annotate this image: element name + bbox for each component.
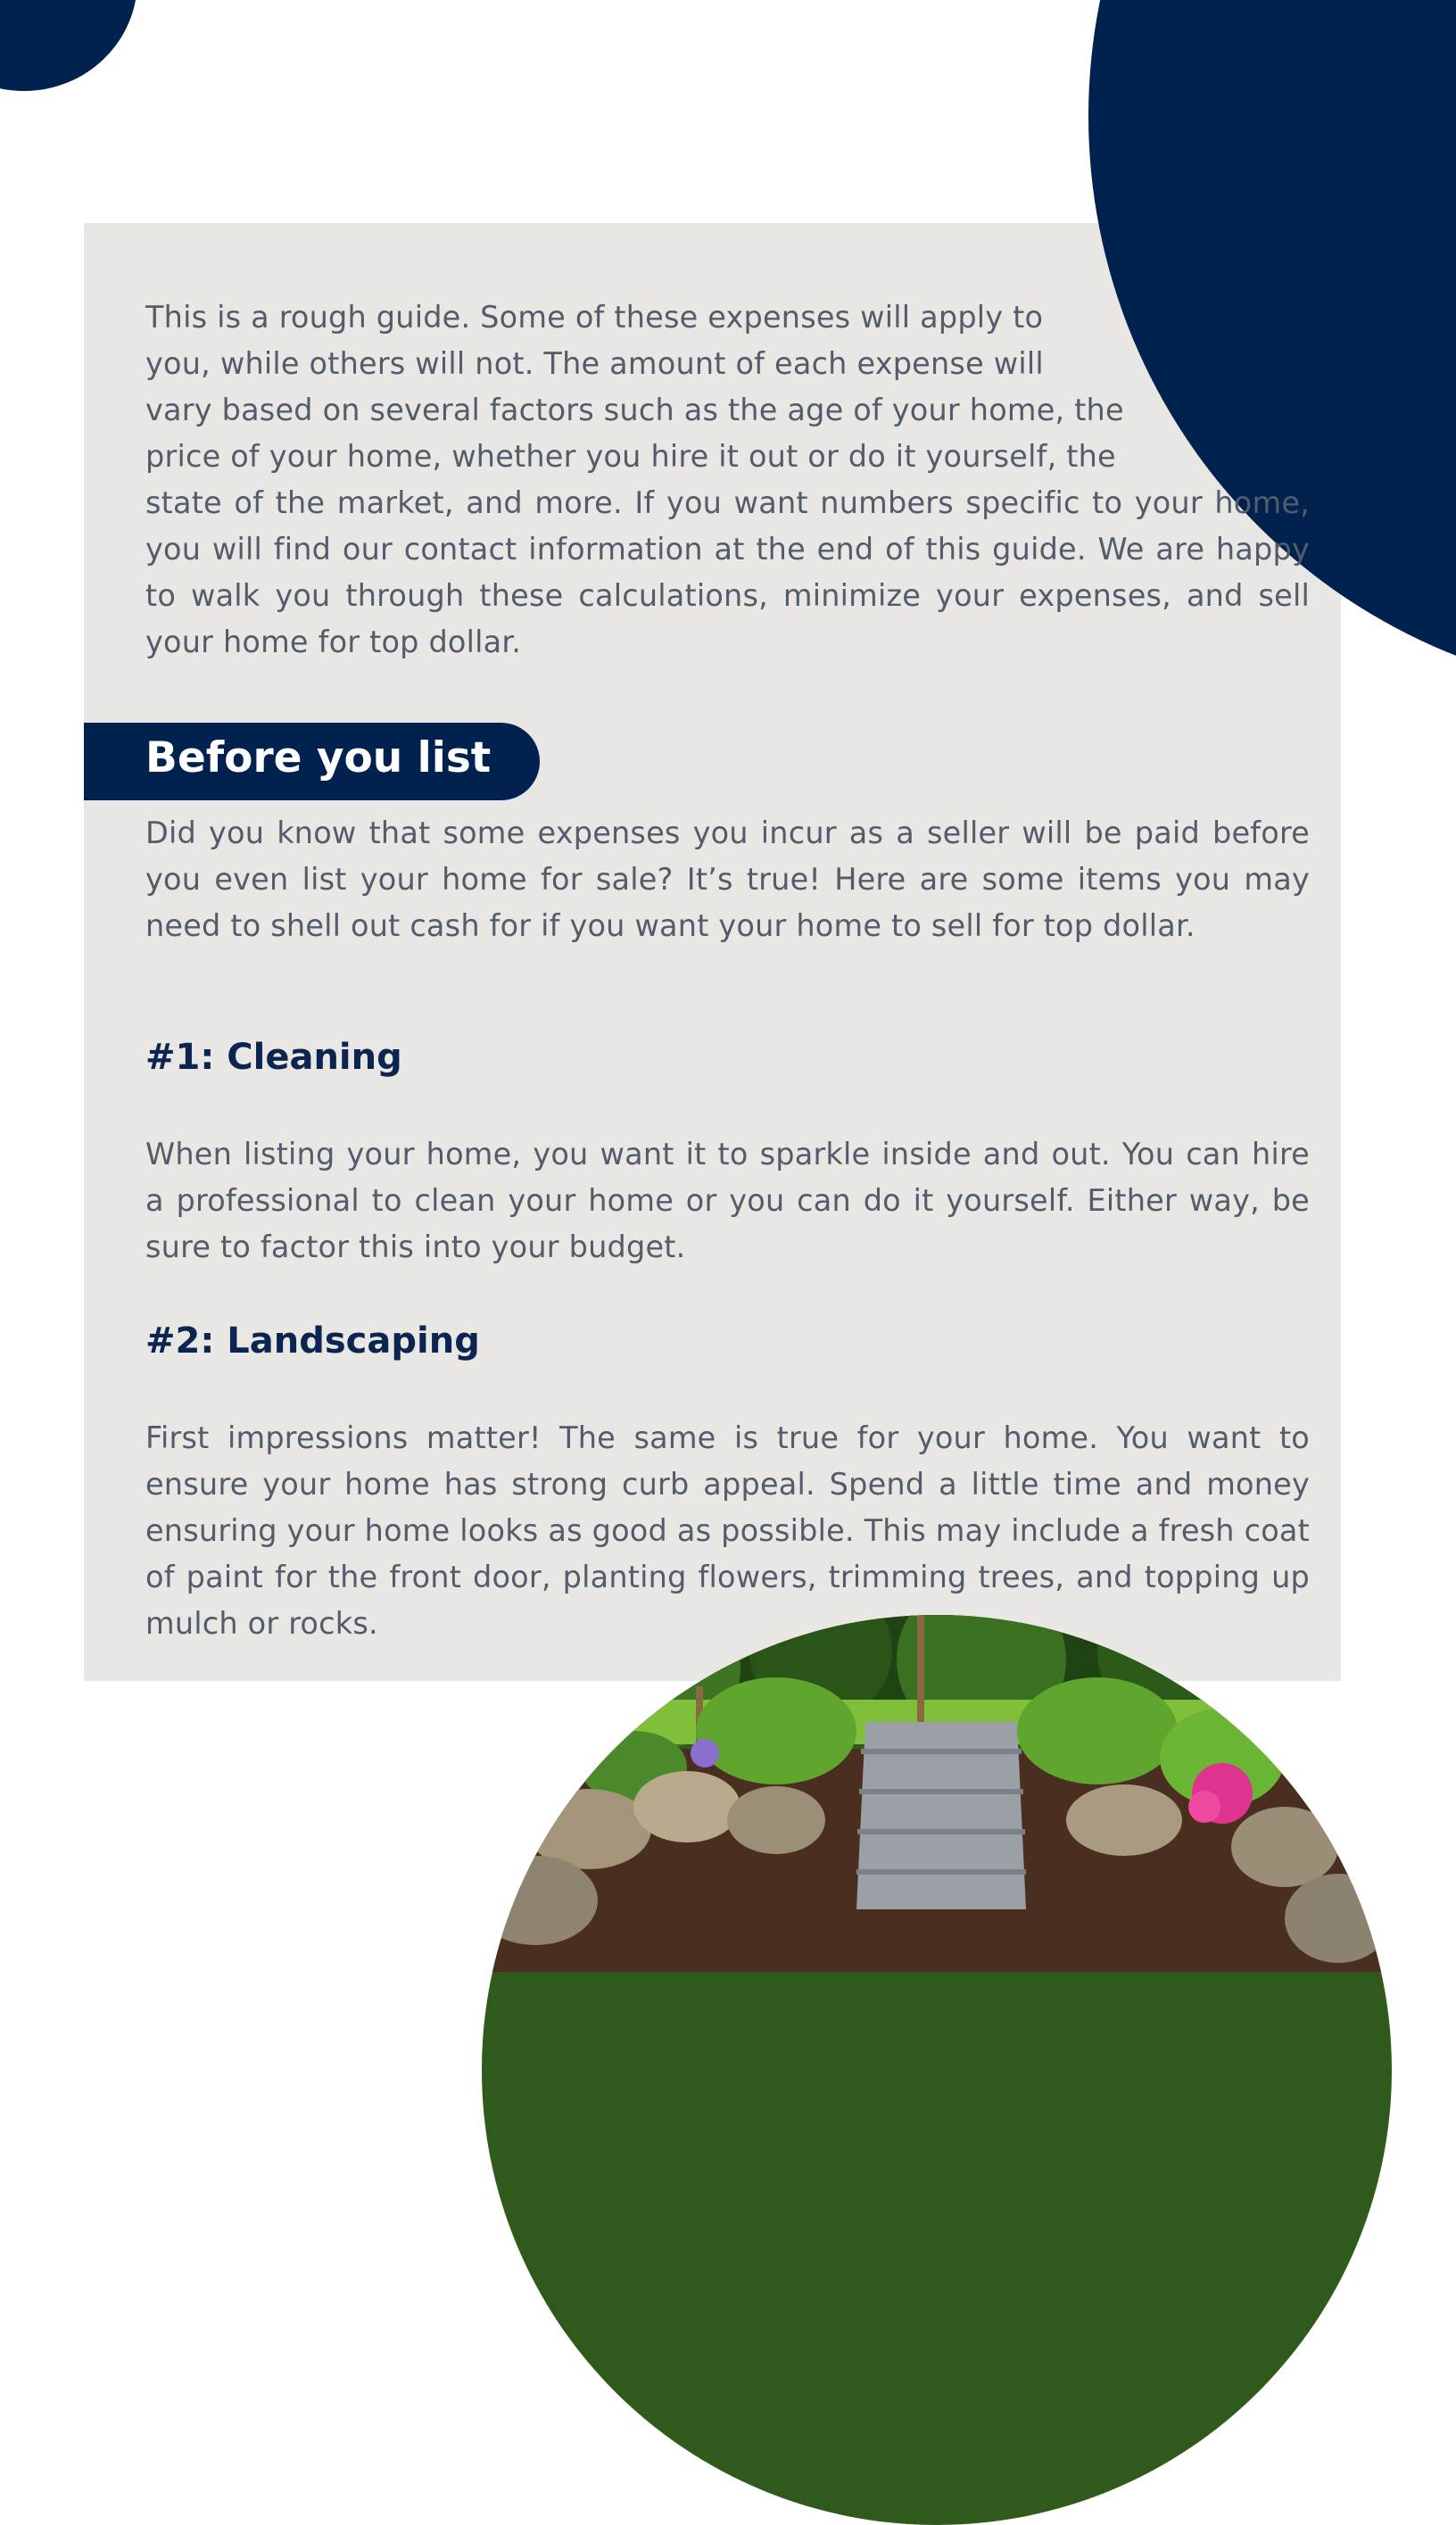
intro-line: This is a rough guide. Some of these expenses will apply to [145, 300, 1044, 335]
intro-line: vary based on several factors such as the age of your home, the [145, 393, 1124, 427]
item-body-cleaning [145, 1131, 1310, 1271]
intro-paragraph: state of the market, and more. If you want numbers specific to your home, you will find our contact information at the end of this guide. We are happy to walk you through these calculations, minimize your expenses, and sell your home for top dollar. [145, 485, 1310, 659]
intro-line: you, while others will not. The amount of each expense will [145, 346, 1044, 381]
section-heading: Before you list [145, 733, 492, 782]
decorative-circle-top-left [0, 0, 137, 91]
item-heading-landscaping: #2: Landscaping [145, 1320, 480, 1362]
intro-line: price of your home, whether you hire it out or do it yourself, the [145, 439, 1116, 474]
before-paragraph: Did you know that some expenses you incur as a seller will be paid before you even list your home for sale? It’s true! Here are some items you may need to shell out cash for if you want your home to sell for top dollar. [145, 815, 1310, 943]
landscaping-paragraph: First impressions matter! The same is true for your home. You want to ensure your home has strong curb appeal. Spend a little time and money ensuring your home looks as good as possible. This may include a fresh coat of paint for the front door, planting flowers, trimming trees, and topping up mulch or rocks. [145, 1420, 1310, 1641]
landscaping-photo [482, 1615, 1392, 2525]
cleaning-paragraph: When listing your home, you want it to sparkle inside and out. You can hire a professional to clean your home or you can do it yourself. Either way, be sure to factor this into your budget. [145, 1137, 1310, 1264]
section-banner [84, 723, 540, 800]
before-section-body [145, 810, 1310, 949]
item-body-landscaping [145, 1415, 1310, 1647]
intro-text [145, 294, 1310, 666]
item-heading-cleaning: #1: Cleaning [145, 1037, 402, 1078]
